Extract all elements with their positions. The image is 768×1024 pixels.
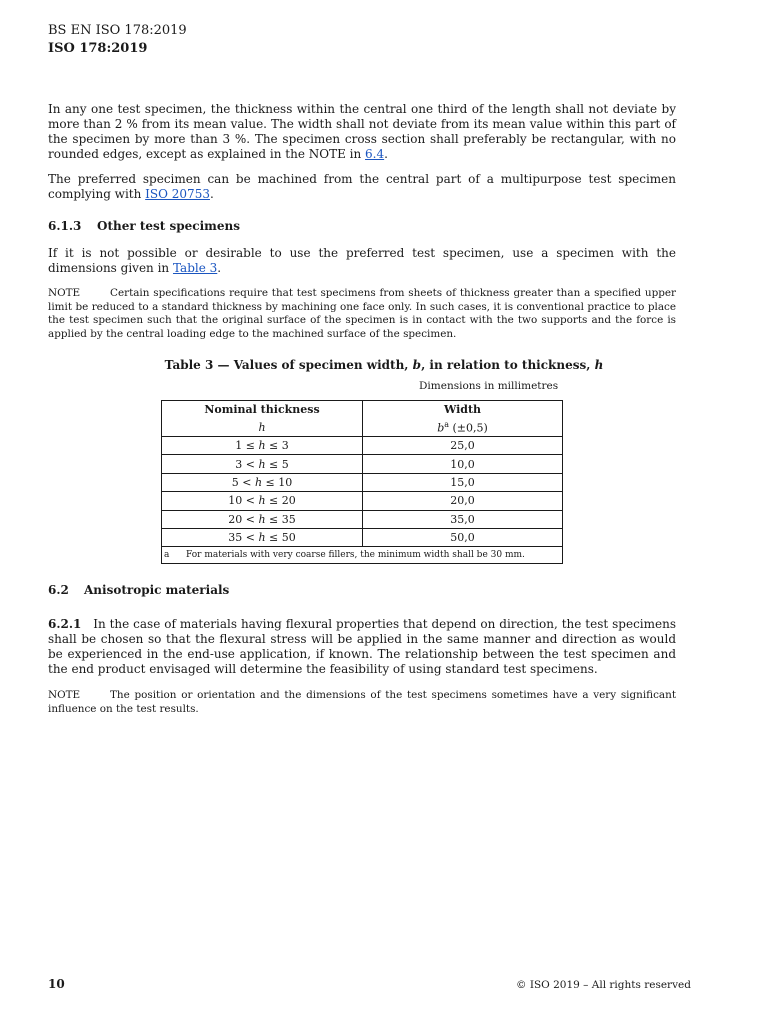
width-value-cell: 35,0 <box>363 510 563 528</box>
link-table-3[interactable]: Table 3 <box>172 261 218 275</box>
header-width: Width <box>363 401 563 419</box>
section-heading-6-1-3: 6.1.3 Other test specimens <box>48 219 240 233</box>
page-number: 10 <box>48 977 65 991</box>
width-value-cell: 20,0 <box>363 492 563 510</box>
thickness-range-cell: 5 < h ≤ 10 <box>162 473 363 491</box>
width-value-cell: 15,0 <box>363 473 563 491</box>
table-dimensions-note: Dimensions in millimetres <box>419 380 559 392</box>
table-row <box>162 528 563 546</box>
document-header-iso: ISO 178:2019 <box>48 41 148 56</box>
thickness-range-cell: 20 < h ≤ 35 <box>162 510 363 528</box>
table-row <box>162 437 563 455</box>
table-caption: Table 3 — Values of specimen width, b, in relation to thickness, h <box>164 358 604 372</box>
table-row <box>162 510 563 528</box>
width-value-cell: 50,0 <box>363 528 563 546</box>
link-6-4[interactable]: 6.4 <box>365 147 385 161</box>
specimen-width-table <box>161 400 563 564</box>
note-orientation: NOTE The position or orientation and the dimensions of the test specimens sometimes have a very significant influence on the test results. <box>48 689 676 715</box>
document-header-standard: BS EN ISO 178:2019 <box>48 23 187 38</box>
table-footnote: a For materials with very coarse fillers, the minimum width shall be 30 mm. <box>162 547 563 564</box>
header-symbol-b: $b^a$ (±0,5) <box>363 418 563 437</box>
note-machining: NOTE Certain specifications require that test specimens from sheets of thickness greater than a specified upper limit be reduced to a standard thickness by machining one face only. In such cases, it is conventional practice to place the test specimen such that the original surface of the specimen is in contact with the two supports and the force is applied by the central loading edge to the machined surface of the specimen. <box>48 287 676 340</box>
table-row <box>162 455 563 473</box>
paragraph-other-specimens: If it is not possible or desirable to use the preferred test specimen, use a specimen with the dimensions given in Table 3. <box>48 246 676 275</box>
thickness-range-cell: 3 < h ≤ 5 <box>162 455 363 473</box>
table-footnote-row <box>162 547 563 564</box>
thickness-range-cell: 10 < h ≤ 20 <box>162 492 363 510</box>
paragraph-6-2-1: 6.2.1 In the case of materials having flexural properties that depend on direction, the test specimens shall be chosen so that the flexural stress will be applied in the same manner and direction as would be experienced in the end-use application, if known. The relationship between the test specimen and the end product envisaged will determine the feasibility of using standard test specimens. <box>48 617 677 676</box>
thickness-range-cell: 1 ≤ h ≤ 3 <box>162 437 363 455</box>
link-iso-20753[interactable]: ISO 20753 <box>145 187 210 201</box>
table-row <box>162 473 563 491</box>
header-symbol-h: h <box>162 418 363 437</box>
paragraph-preferred-specimen: The preferred specimen can be machined from the central part of a multipurpose test specimen complying with ISO 20753. <box>48 172 676 201</box>
clause-number-6-2-1: 6.2.1 <box>48 617 82 631</box>
width-value-cell: 25,0 <box>363 437 563 455</box>
copyright-notice: © ISO 2019 – All rights reserved <box>516 979 691 991</box>
paragraph-thickness-tolerance: In any one test specimen, the thickness within the central one third of the length shall not deviate by more than 2 % from its mean value. The width shall not deviate from its mean value within this part of the specimen by more than 3 %. The specimen cross section shall preferably be rectangular, with no rounded edges, except as explained in the NOTE in 6.4. <box>48 102 676 161</box>
section-heading-6-2: 6.2 Anisotropic materials <box>48 583 230 597</box>
table-row <box>162 492 563 510</box>
header-nominal-thickness: Nominal thickness <box>162 401 363 419</box>
table-symbol-row <box>162 418 563 437</box>
table-header-row <box>162 401 563 419</box>
width-value-cell: 10,0 <box>363 455 563 473</box>
thickness-range-cell: 35 < h ≤ 50 <box>162 528 363 546</box>
